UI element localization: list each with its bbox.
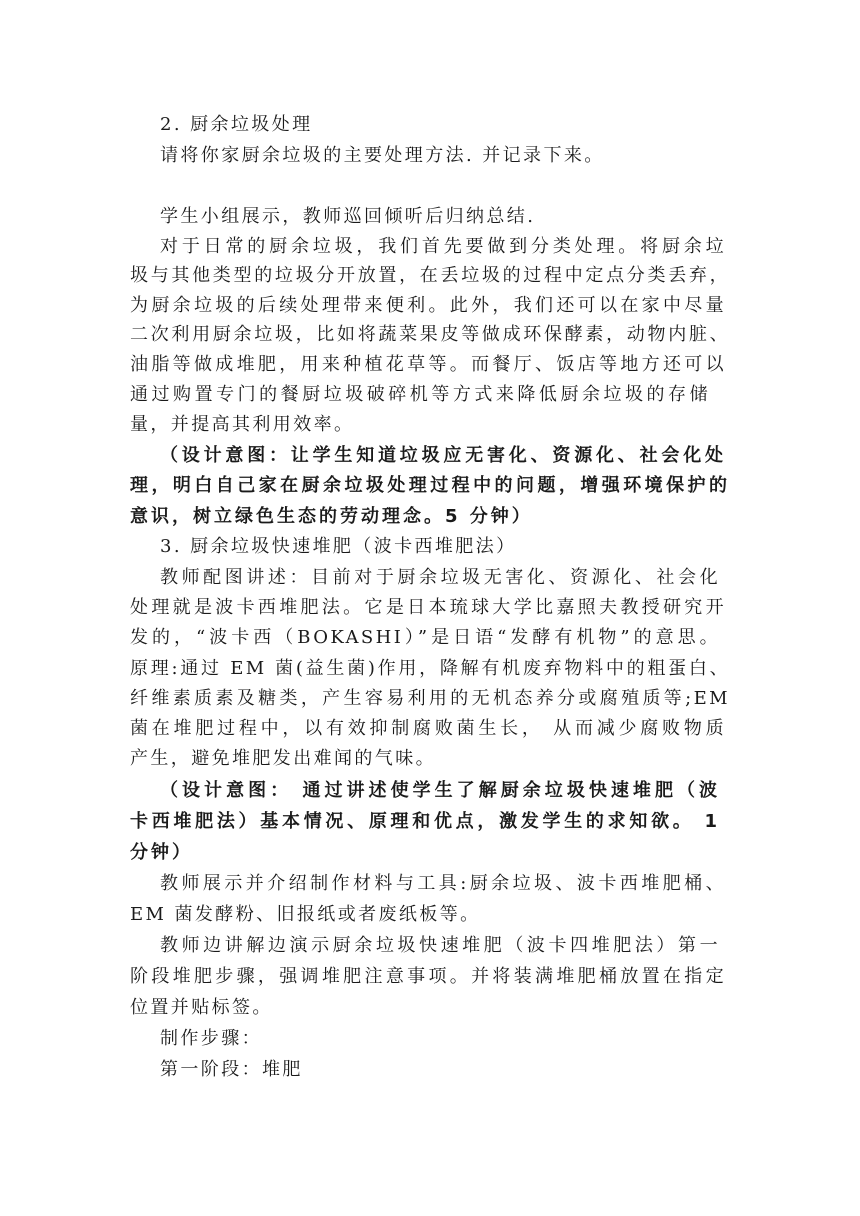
design-intent-line: （设计意图： 通过讲述使学生了解厨余垃圾快速堆肥（波 xyxy=(160,780,720,801)
paragraph-line: 纤维素质素及糖类，产生容易利用的无机态养分或腐殖质等;EM xyxy=(130,688,730,709)
paragraph-line: 对于日常的厨余垃圾，我们首先要做到分类处理。将厨余垃 xyxy=(160,236,726,257)
steps-heading: 制作步骤： xyxy=(160,1028,262,1049)
paragraph-line: 处理就是波卡西堆肥法。它是日本琉球大学比嘉照夫教授研究开 xyxy=(130,597,726,618)
paragraph-line: 二次利用厨余垃圾，比如将蔬菜果皮等做成环保酵素，动物内脏、 xyxy=(130,324,730,345)
paragraph-line: EM 菌发酵粉、旧报纸或者废纸板等。 xyxy=(130,904,481,925)
paragraph-line: 通过购置专门的餐厨垃圾破碎机等方式来降低厨余垃圾的存储 xyxy=(130,384,710,405)
paragraph-line: 原理:通过 EM 菌(益生菌)作用，降解有机废弃物料中的粗蛋白、 xyxy=(130,658,730,679)
paragraph-line: 油脂等做成堆肥，用来种植花草等。而餐厅、饭店等地方还可以 xyxy=(130,354,726,375)
paragraph-line: 学生小组展示，教师巡回倾听后归纳总结. xyxy=(160,206,536,227)
paragraph-line: 教师配图讲述：目前对于厨余垃圾无害化、资源化、社会化 xyxy=(160,567,720,588)
design-intent-line: 理，明白自己家在厨余垃圾处理过程中的问题，增强环境保护的 xyxy=(130,475,730,496)
section-heading-3: 3. 厨余垃圾快速堆肥（波卡西堆肥法） xyxy=(160,536,517,557)
section-heading-2: 2. 厨余垃圾处理 xyxy=(160,114,313,135)
design-intent-line: 卡西堆肥法）基本情况、原理和优点，激发学生的求知欲。 1 xyxy=(130,811,720,832)
paragraph-line: 阶段堆肥步骤，强调堆肥注意事项。并将装满堆肥桶放置在指定 xyxy=(130,966,726,987)
design-intent-line: 分钟） xyxy=(130,842,193,863)
paragraph-line: 教师边讲解边演示厨余垃圾快速堆肥（波卡四堆肥法）第一 xyxy=(160,935,720,956)
paragraph-line: 教师展示并介绍制作材料与工具:厨余垃圾、波卡西堆肥桶、 xyxy=(160,873,726,894)
paragraph-line: 产生，避免堆肥发出难闻的气味。 xyxy=(130,748,436,769)
stage-heading: 第一阶段：堆肥 xyxy=(160,1059,303,1080)
paragraph-line: 位置并贴标签。 xyxy=(130,997,273,1018)
paragraph-line: 为厨余垃圾的后续处理带来便利。此外，我们还可以在家中尽量 xyxy=(130,295,726,316)
design-intent-line: （设计意图：让学生知道垃圾应无害化、资源化、社会化处 xyxy=(160,445,726,466)
design-intent-line: 意识，树立绿色生态的劳动理念。5 分钟） xyxy=(130,506,533,527)
paragraph-line: 圾与其他类型的垃圾分开放置，在丢垃圾的过程中定点分类丢弃， xyxy=(130,265,730,286)
paragraph-line: 量，并提高其利用效率。 xyxy=(130,414,355,435)
paragraph-line: 发的，“波卡西（BOKASHI）”是日语“发酵有机物”的意思。 xyxy=(130,627,720,648)
paragraph-line: 菌在堆肥过程中，以有效抑制腐败菌生长， 从而减少腐败物质 xyxy=(130,718,726,739)
paragraph-line: 请将你家厨余垃圾的主要处理方法. 并记录下来。 xyxy=(160,145,605,166)
